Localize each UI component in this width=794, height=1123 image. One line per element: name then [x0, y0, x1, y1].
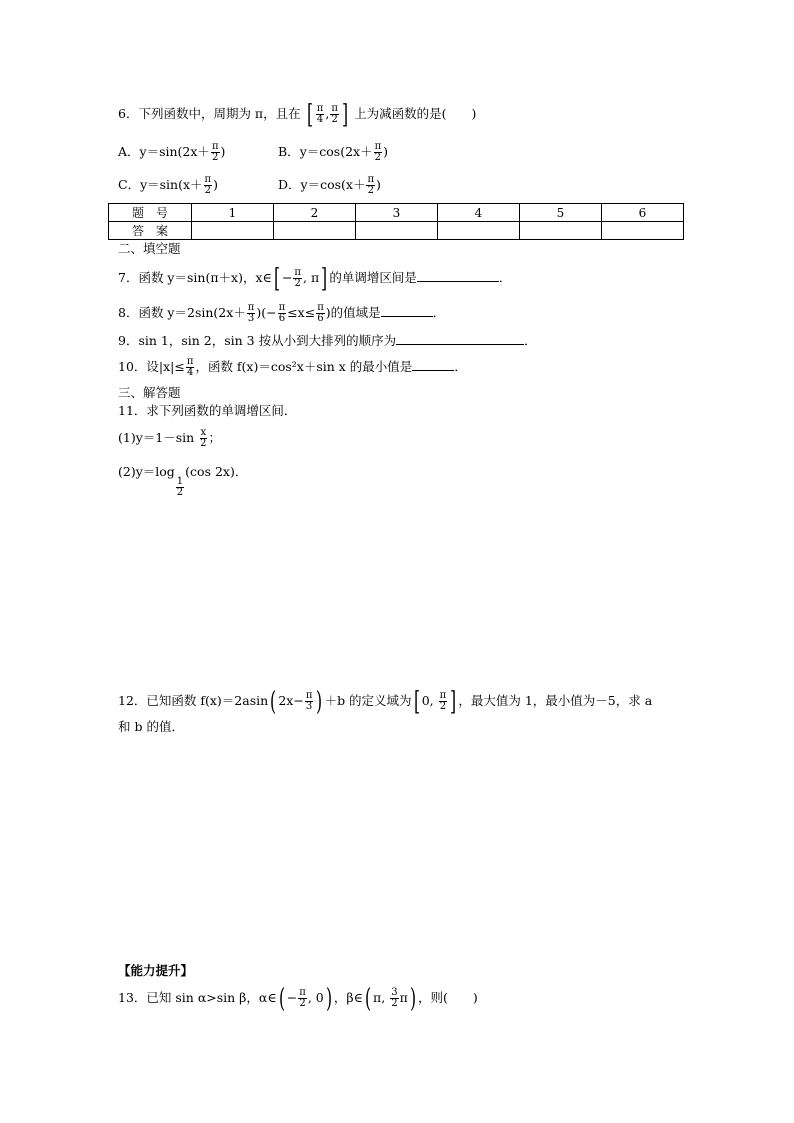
- table-cell: 2: [274, 204, 356, 222]
- table-cell: 6: [602, 204, 684, 222]
- table-cell: 1: [192, 204, 274, 222]
- answer-cell[interactable]: [192, 222, 274, 240]
- row-label: 答 案: [109, 222, 192, 240]
- option-c[interactable]: C．y＝sin(x＋ $\frac{\pi}{2}$ ): [118, 174, 218, 196]
- question-11-part-1: (1)y＝1－sin $\frac{x}{2}$ ；: [118, 427, 222, 449]
- answer-blank[interactable]: [412, 358, 454, 371]
- answer-table: [108, 203, 684, 240]
- table-cell: 4: [438, 204, 520, 222]
- question-6-stem: 6．下列函数中，周期为 π，且在 [ $\frac{\pi}{4}$ , $\frac{\pi}{2}$ ] 上为减函数的是( ): [118, 99, 477, 130]
- question-13: 13．已知 sin α>sin β，α∈( − $\frac{\pi}{2}$ , 0) ，β∈( π, $\frac{3}{2}$ π) ，则( ): [118, 983, 478, 1014]
- option-d[interactable]: D．y＝cos(x＋ $\frac{\pi}{2}$ ): [278, 174, 381, 196]
- question-11-stem: 11．求下列函数的单调增区间．: [118, 403, 297, 418]
- section-heading-ability: 【能力提升】: [118, 963, 194, 978]
- answer-blank[interactable]: [417, 269, 499, 282]
- question-9: 9．sin 1，sin 2，sin 3 按从小到大排列的顺序为 ．: [118, 333, 537, 348]
- table-row: [109, 204, 684, 222]
- answer-cell[interactable]: [438, 222, 520, 240]
- table-cell: 3: [356, 204, 438, 222]
- table-cell: 5: [520, 204, 602, 222]
- section-heading-solutions: 三、解答题: [118, 385, 181, 400]
- answer-cell[interactable]: [602, 222, 684, 240]
- answer-cell[interactable]: [520, 222, 602, 240]
- question-7: 7．函数 y＝sin(π＋x)，x∈[ − $\frac{\pi}{2}$ , π] 的单调增区间是 ．: [118, 263, 512, 294]
- question-8: 8．函数 y＝2sin(2x＋ $\frac{\pi}{3}$ )(− $\frac{\pi}{6}$ ≤x≤ $\frac{\pi}{6}$ )的值域是 ．: [118, 302, 446, 324]
- section-heading-fill-blank: 二、填空题: [118, 241, 181, 256]
- row-label: 题 号: [109, 204, 192, 222]
- table-row: [109, 222, 684, 240]
- question-12-line-1: 12．已知函数 f(x)＝2asin( 2x− $\frac{\pi}{3}$ ) ＋b 的定义域为[ 0, $\frac{\pi}{2}$ ] ，最大值为 1，最小值为－5，求 a: [118, 686, 653, 717]
- answer-cell[interactable]: [274, 222, 356, 240]
- answer-blank[interactable]: [396, 332, 524, 345]
- answer-blank[interactable]: [381, 304, 433, 317]
- question-12-line-2: 和 b 的值．: [118, 719, 184, 734]
- option-b[interactable]: B．y＝cos(2x＋ $\frac{\pi}{2}$ ): [278, 141, 389, 163]
- question-11-part-2: (2)y＝log $\frac{1}{2}$ (cos 2x)．: [118, 464, 248, 498]
- option-a[interactable]: A．y＝sin(2x＋ $\frac{\pi}{2}$ ): [118, 141, 226, 163]
- question-10: 10．设|x|≤ $\frac{\pi}{4}$ ，函数 f(x)＝cos²x＋sin x 的最小值是 ．: [118, 356, 467, 378]
- answer-cell[interactable]: [356, 222, 438, 240]
